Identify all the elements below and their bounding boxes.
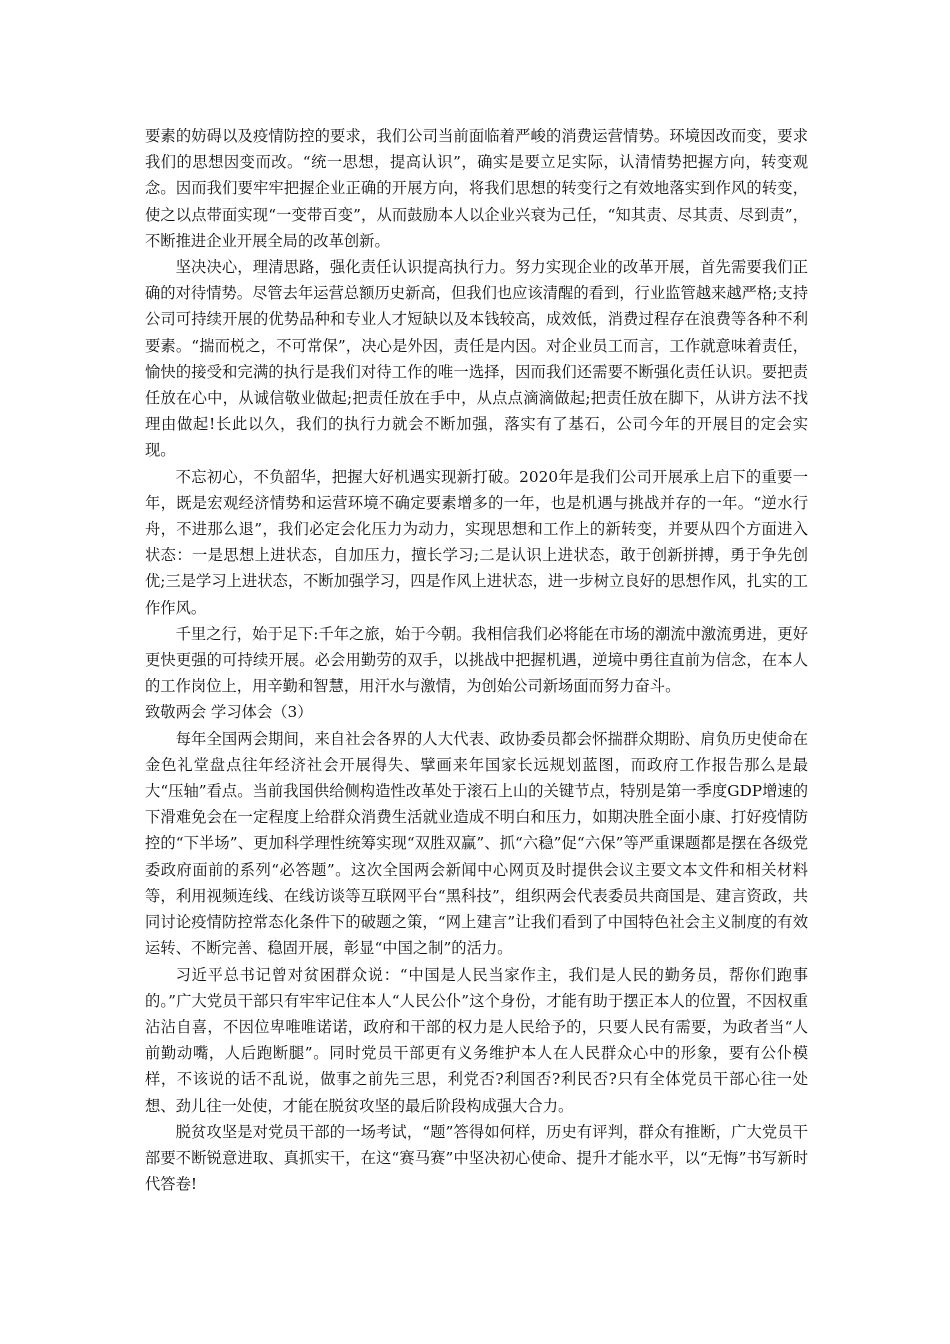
paragraph-poverty-exam: 脱贫攻坚是对党员干部的一场考试，“题”答得如何样，历史有评判，群众有推断，广大党员干部要不断锐意进取、真抓实干，在这“赛马赛”中坚决初心使命、提升才能水平，以“无悔”书写新时代答卷! [145,1122,808,1194]
paragraph-journey: 千里之行，始于足下:千年之旅，始于今朝。我相信我们必将能在市场的潮流中激流勇进，更好更快更强的可持续开展。必会用勤劳的双手，以挑战中把握机遇，逆境中勇往直前为信念，在本人的工作岗位上，用辛勤和智慧，用汗水与激情，为创始公司新场面而努力奋斗。 [145,624,808,696]
section-heading: 致敬两会 学习体会（3） [145,703,313,722]
paragraph-responsibility: 坚决决心，理清思路，强化责任认识提高执行力。努力实现企业的改革开展，首先需要我们正确的对待情势。尽管去年运营总额历史新高，但我们也应该清醒的看到，行业监管越来越严格;支持公司可持续开展的优势品种和专业人才短缺以及本钱较高，成效低，消费过程存在浪费等各种不利要素。“揣而棁之，不可常保”，决心是外因，责任是内因。对企业员工而言，工作就意味着责任，愉快的接受和完满的执行是我们对待工作的唯一选择，因而我们还需要不断强化责任认识。要把责任放在心中，从诚信敬业做起;把责任放在手中，从点点滴滴做起;把责任放在脚下，从讲方法不找理由做起!长此以久，我们的执行力就会不断加强，落实有了基石，公司今年的开展目的定会实现。 [145,258,808,460]
document-page [145,123,808,1197]
paragraph-xi-quote: 习近平总书记曾对贫困群众说：“中国是人民当家作主，我们是人民的勤务员，帮你们跑事的。”广大党员干部只有牢牢记住本人“人民公仆”这个身份，才能有助于摆正本人的位置，不因权重沾沾自喜，不因位卑唯唯诺诺，政府和干部的权力是人民给予的，只要人民有需要，为政者当“人前勤动嘴，人后跑断腿”。同时党员干部更有义务维护本人在人民群众心中的形象，要有公仆模样，不该说的话不乱说，做事之前先三思，利党否?利国否?利民否?只有全体党员干部心往一处想、劲儿往一处使，才能在脱贫攻坚的最后阶段构成强大合力。 [145,965,808,1115]
paragraph-original-aspiration: 不忘初心，不负韶华，把握大好机遇实现新打破。2020年是我们公司开展承上启下的重要一年，既是宏观经济情势和运营环境不确定要素增多的一年，也是机遇与挑战并存的一年。“逆水行舟，不进那么退”，我们必定会化压力为动力，实现思想和工作上的新转变，并要从四个方面进入状态：一是思想上进状态，自加压力，擅长学习;二是认识上进状态，敢于创新拼搏，勇于争先创优;三是学习上进状态，不断加强学习，四是作风上进状态，进一步树立良好的思想作风，扎实的工作作风。 [145,467,808,617]
paragraph-continued: 要素的妨碍以及疫情防控的要求，我们公司当前面临着严峻的消费运营情势。环境因改而变，要求我们的思想因变而改。“统一思想，提高认识”，确实是要立足实际，认清情势把握方向，转变观念。因而我们要牢牢把握企业正确的开展方向，将我们思想的转变行之有效地落实到作风的转变，使之以点带面实现“一变带百变”，从而鼓励本人以企业兴衰为己任，“知其责、尽其责、尽到责”，不断推进企业开展全局的改革创新。 [145,127,808,250]
paragraph-two-sessions: 每年全国两会期间，来自社会各界的人大代表、政协委员都会怀揣群众期盼、肩负历史使命在金色礼堂盘点往年经济社会开展得失、擘画来年国家长远规划蓝图，而政府工作报告那么是最大“压轴”看点。当前我国供给侧构造性改革处于滚石上山的关键节点，特别是第一季度GDP增速的下滑难免会在一定程度上给群众消费生活就业造成不明白和压力，如期决胜全面小康、打好疫情防控的“下半场”、更加科学理性统筹实现“双胜双赢”、抓“六稳”促“六保”等严重课题都是摆在各级党委政府面前的系列“必答题”。这次全国两会新闻中心网页及时提供会议主要文本文件和相关材料等，利用视频连线、在线访谈等互联网平台“黑科技”，组织两会代表委员共商国是、建言资政，共同讨论疫情防控常态化条件下的破题之策，“网上建言”让我们看到了中国特色社会主义制度的有效运转、不断完善、稳固开展，彰显“中国之制”的活力。 [145,729,808,958]
